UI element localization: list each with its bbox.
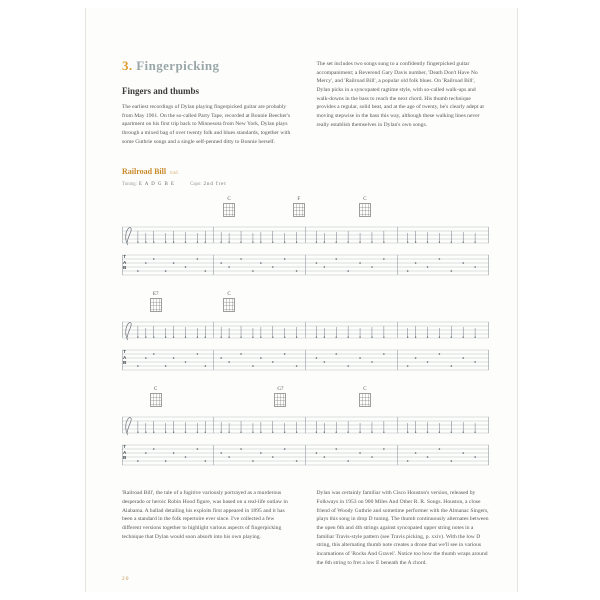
tab-letter: A [123,449,127,455]
chord-label: C [227,197,231,203]
capo-label: Capo: [190,182,202,188]
tuning-label: Tuning: [122,182,138,188]
tab-letter: A [123,259,127,265]
chord-row [122,387,489,409]
chord-fretbox-icon [150,298,162,312]
chord-diagram [221,197,237,222]
tab-system-3 [122,387,489,473]
chord-label: F [297,197,301,203]
chapter-title [122,58,295,74]
notation-and-tab-staff [122,219,489,283]
tablature-section [122,197,489,473]
tab-letter: A [123,354,127,360]
chord-fretbox-icon [223,203,235,217]
tuning-value: E A D G B E [139,182,175,188]
chord-fretbox-icon [274,393,286,407]
song-header [122,161,489,187]
song-title: Railroad Bill [122,167,167,177]
chord-diagram [148,292,164,317]
section-heading: Fingers and thumbs [122,86,200,96]
notation-and-tab-staff [122,409,489,473]
tab-staff-label [123,254,126,270]
chord-diagram [148,387,164,412]
chord-diagram [291,197,307,222]
chapter-number: 3. [122,58,133,73]
outro-left-column [122,489,295,567]
chord-fretbox-icon [223,298,235,312]
song-note: trad. [170,171,179,177]
chord-label: C [227,292,231,298]
outro-paragraph-right: Dylan was certainly familiar with Cisco Houston's version, released by Folkways in 1953 on 900 Miles And Other R. R. Songs. Houston, a close friend of Woody Guthrie and sometime performer with the Almanac Singers, plays this song in drop D tuning. The thumb continuously alternates between the open 6th and 4th strings against syncopated upper string notes in a familiar Travis-style pattern (see Travis picking, p. xxiv). With the low D string, this alternating thumb note creates a drone that we'll see in various incarnations of 'Rocks And Gravel'. Notice too how the thumb wraps around the 6th string to fret a low E beneath the A chord. [316,490,489,566]
chord-fretbox-icon [150,393,162,407]
chord-row [122,292,489,314]
tab-system-2 [122,292,489,378]
tab-letter: B [123,359,127,365]
intro-right-column [317,58,490,146]
outro-paragraph-left: 'Railroad Bill', the tale of a fugitive variously portrayed as a murderous desperado or heroic Robin Hood figure, was based on a real-life outlaw in Alabama. A ballad detailing his exploits first appeared in 1895 and it has been a standard in the folk repertoire ever since. I've collected a few different versions together to highlight various aspects of fingerpicking technique that Dylan would soon absorb into his own playing. [122,490,288,540]
tab-system-1 [122,197,489,283]
tab-letter: T [123,254,127,260]
tab-staff-label [123,444,126,460]
tab-letter: T [123,444,127,450]
outro-columns [122,489,489,567]
tab-letter: B [123,264,127,270]
chord-diagram [357,197,373,222]
chord-label: C [363,387,367,393]
tab-letter: B [123,454,127,460]
chord-fretbox-icon [293,203,305,217]
capo-value: 2nd fret [203,182,227,188]
chord-diagram [221,292,237,317]
chord-label: E7 [152,292,159,298]
book-page [85,8,518,592]
outro-right-column [317,489,490,567]
page-number: 20 [122,576,130,582]
tuning-line [122,182,489,187]
chapter-name: Fingerpicking [136,58,220,73]
intro-paragraph-right: The set includes two songs sung to a confidently fingerpicked guitar accompaniment; a Reverend Gary Davis number, 'Death Don't Have No Mercy', and 'Railroad Bill', a popular old folk blues. On 'Railroad Bill', Dylan picks in a syncopated ragtime style, with so-called walk-ups and walk-downs in the bass to reach the next chord. His thumb technique provides a regular, solid beat, and at the age of twenty, he's clearly adept at moving stepwise in the bass this way, although these walking lines never really establish themselves in Dylan's own songs. [316,61,484,128]
chord-diagram [272,387,288,412]
notation-and-tab-staff [122,314,489,378]
intro-paragraph-left: The earliest recordings of Dylan playing fingerpicked guitar are probably from May 1961. On the so-called Party Tape, recorded at Bonnie Beecher's apartment on his first trip back to Minnesota from New York, Dylan plays through a mixed bag of over twenty folk and blues standards, together with some Guthrie songs and a single self-penned ditty to Bonnie herself. [122,104,291,145]
chord-fretbox-icon [359,393,371,407]
chord-fretbox-icon [359,203,371,217]
chord-label: C [363,197,367,203]
tab-staff-label [123,349,126,365]
tab-letter: T [123,349,127,355]
chord-diagram [357,387,373,412]
chord-label: G7 [277,387,284,393]
intro-left-column [122,58,295,146]
chord-row [122,197,489,219]
chord-label: C [154,387,158,393]
intro-columns [122,58,489,146]
